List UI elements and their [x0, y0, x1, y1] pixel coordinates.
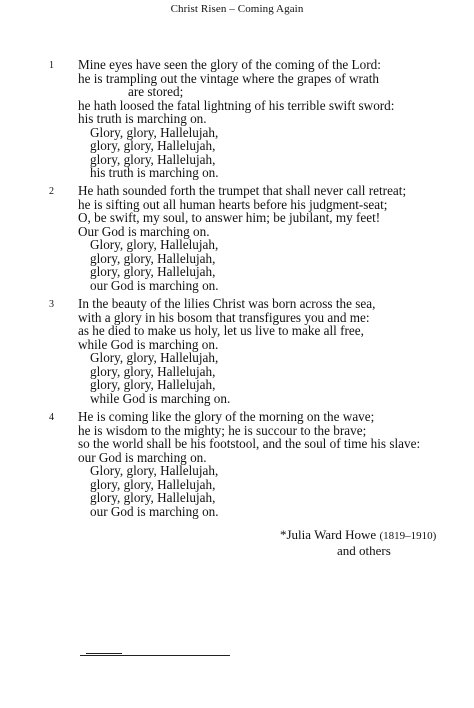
refrain-line: glory, glory, Hallelujah, — [90, 264, 216, 279]
verse-line: while God is marching on. — [78, 336, 219, 352]
refrain-line: our God is marching on. — [90, 503, 219, 519]
page-title: Christ Risen – Coming Again — [170, 3, 304, 15]
author-attribution — [280, 527, 436, 543]
refrain-line: while God is marching on. — [90, 390, 231, 406]
refrain-line: Glory, glory, Hallelujah, — [90, 237, 219, 252]
verse-number: 2 — [49, 186, 54, 197]
verse-line: He hath sounded forth the trumpet that shall never call retreat; — [78, 183, 407, 198]
verse-line: O, be swift, my soul, to answer him; be jubilant, my feet! — [78, 210, 381, 225]
verse-line: our God is marching on. — [78, 449, 207, 465]
refrain-line: glory, glory, Hallelujah, — [90, 363, 216, 379]
refrain-line: Glory, glory, Hallelujah, — [90, 124, 219, 140]
footer-rule — [80, 655, 230, 656]
verse-number: 4 — [49, 412, 54, 423]
verse-line: he hath loosed the fatal lightning of his terrible swift sword: — [78, 97, 395, 113]
verse-line: as he died to make us holy, let us live to make all free, — [78, 323, 364, 338]
verse-line: he is trampling out the vintage where the grapes of wrath — [78, 70, 380, 86]
verse-line: Our God is marching on. — [78, 223, 210, 239]
refrain-line: Glory, glory, Hallelujah, — [90, 350, 219, 365]
author-dates: (1819–1910) — [379, 530, 437, 542]
attribution-others: and others — [337, 543, 391, 558]
verse-line: his truth is marching on. — [78, 111, 207, 126]
verse-line: Mine eyes have seen the glory of the coming of the Lord: — [78, 57, 381, 72]
verse-line: He is coming like the glory of the morning on the wave; — [78, 409, 375, 424]
author-name: *Julia Ward Howe — [280, 527, 377, 542]
verse-line: with a glory in his bosom that transfigures you and me: — [78, 309, 370, 325]
verse-line: he is sifting out all human hearts before his judgment-seat; — [78, 196, 388, 212]
refrain-line: glory, glory, Hallelujah, — [90, 138, 216, 153]
verse-number: 1 — [49, 60, 54, 71]
footer-rule-short — [86, 653, 122, 654]
verse-line: are stored; — [128, 84, 184, 99]
verse-line: so the world shall be his footstool, and the soul of time his slave: — [78, 436, 421, 451]
refrain-line: glory, glory, Hallelujah, — [90, 377, 216, 392]
refrain-line: glory, glory, Hallelujah, — [90, 476, 216, 492]
refrain-line: our God is marching on. — [90, 277, 219, 293]
refrain-line: Glory, glory, Hallelujah, — [90, 463, 219, 478]
refrain-line: glory, glory, Hallelujah, — [90, 250, 216, 266]
verse-number: 3 — [49, 299, 54, 310]
refrain-line: glory, glory, Hallelujah, — [90, 490, 216, 505]
verse-line: he is wisdom to the mighty; he is succour to the brave; — [78, 422, 367, 438]
refrain-line: his truth is marching on. — [90, 165, 219, 180]
refrain-line: glory, glory, Hallelujah, — [90, 151, 216, 167]
verse-line: In the beauty of the lilies Christ was born across the sea, — [78, 296, 376, 311]
